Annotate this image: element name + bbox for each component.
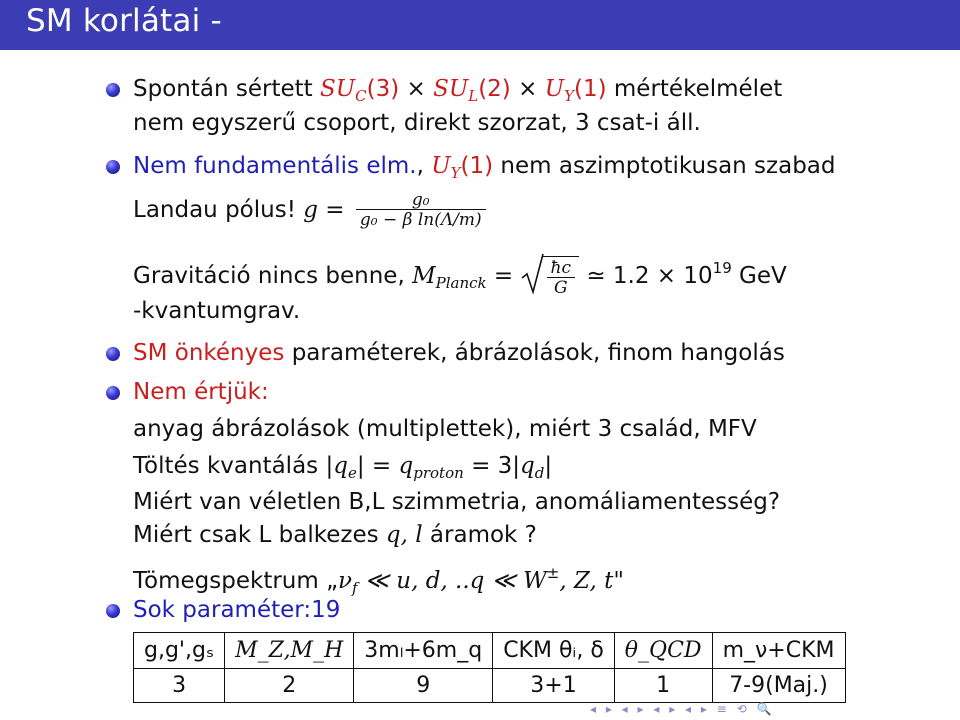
bullet4-line2 bbox=[133, 451, 552, 488]
table-cell: M_Z,M_H bbox=[225, 633, 354, 669]
sqrt-den: G bbox=[553, 277, 568, 298]
text: | bbox=[544, 453, 553, 479]
text: Gravitáció nincs benne, bbox=[133, 263, 413, 289]
u-y-sub: Y bbox=[564, 87, 574, 105]
nu-sub: f bbox=[352, 579, 358, 597]
u: U bbox=[431, 153, 451, 179]
bullet2-line1 bbox=[133, 151, 836, 188]
frac-num: g₀ bbox=[356, 191, 486, 210]
superscript: ± bbox=[546, 564, 560, 582]
bullet-icon bbox=[106, 347, 120, 361]
u-sub: Y bbox=[450, 164, 461, 182]
text: Töltés kvantálás | bbox=[133, 453, 334, 479]
beamer-navigation[interactable]: ◂ ▸ ◂ ▸ ◂ ▸ ◂ ▸ ≡ ⟲ 🔍 bbox=[590, 702, 775, 716]
italic-text: q, l bbox=[385, 522, 423, 548]
text: mértékelmélet bbox=[606, 76, 783, 102]
table-row bbox=[134, 669, 846, 703]
table-cell: 3 bbox=[134, 669, 225, 703]
bullet-icon bbox=[106, 160, 120, 174]
table-cell: 9 bbox=[354, 669, 493, 703]
text: Miért csak L balkezes bbox=[133, 522, 386, 548]
m-planck: M bbox=[412, 263, 436, 289]
bullet2-line3 bbox=[133, 250, 787, 301]
q: q bbox=[398, 453, 414, 479]
bullet2-line4: -kvantumgrav. bbox=[133, 298, 301, 324]
text: Spontán sértett bbox=[133, 76, 320, 102]
text: = 3| bbox=[463, 453, 521, 479]
frac-den: g₀ − β ln(Λ/m) bbox=[359, 210, 482, 230]
text: | = bbox=[356, 453, 399, 479]
nu: ν bbox=[338, 568, 352, 594]
bullet1-line2: nem egyszerű csoport, direkt szorzat, 3 csat-i áll. bbox=[133, 110, 701, 136]
title-bar bbox=[0, 0, 960, 50]
sqrt-icon bbox=[521, 252, 545, 296]
text: ≃ 1.2 × 10 bbox=[579, 263, 713, 289]
su-l-arg: (2) bbox=[478, 76, 511, 102]
q-sub: proton bbox=[413, 464, 464, 482]
planck-sub: Planck bbox=[435, 274, 487, 292]
q-sub: d bbox=[534, 464, 545, 482]
g-equals: g = bbox=[303, 197, 345, 223]
bullet-icon bbox=[106, 386, 120, 400]
exponent: 19 bbox=[712, 259, 732, 277]
parameter-table bbox=[133, 632, 846, 703]
sqrt-num: ħc bbox=[547, 259, 575, 278]
text: paraméterek, ábrázolások, finom hangolás bbox=[284, 340, 785, 366]
bullet1-line1 bbox=[133, 74, 782, 111]
blue-text: Nem fundamentális elm. bbox=[133, 153, 417, 179]
text: Tömegspektrum „ bbox=[133, 568, 339, 594]
table-row bbox=[134, 633, 846, 669]
bullet2-line2 bbox=[133, 190, 490, 230]
table-cell: 3+1 bbox=[493, 669, 615, 703]
q-sub: e bbox=[347, 464, 357, 482]
times: × bbox=[510, 76, 545, 102]
table-cell: 7-9(Maj.) bbox=[712, 669, 845, 703]
table-cell: 2 bbox=[225, 669, 354, 703]
text: = bbox=[486, 263, 521, 289]
text: áramok ? bbox=[422, 522, 537, 548]
su-c-sub: C bbox=[355, 87, 367, 105]
table-cell: 1 bbox=[614, 669, 712, 703]
bullet4-line1: anyag ábrázolások (multiplettek), miért 3 család, MFV bbox=[133, 416, 757, 442]
u-y-arg: (1) bbox=[574, 76, 607, 102]
su-l-sub: L bbox=[468, 87, 479, 105]
table-cell: θ_QCD bbox=[614, 633, 712, 669]
blue-text: Sok paraméter:19 bbox=[133, 597, 341, 623]
text: nem aszimptotikusan szabad bbox=[493, 153, 836, 179]
table-cell: 3mₗ+6m_q bbox=[354, 633, 493, 669]
u-arg: (1) bbox=[460, 153, 494, 179]
bullet4-line4 bbox=[133, 520, 537, 550]
bullet-icon bbox=[106, 83, 120, 97]
bullet3 bbox=[133, 338, 785, 368]
su-c: SU bbox=[319, 76, 356, 102]
coupling-fraction bbox=[356, 191, 486, 230]
table-cell: m_ν+CKM bbox=[712, 633, 845, 669]
table-cell: CKM θᵢ, δ bbox=[493, 633, 615, 669]
italic-text: ≪ u, d, ..q ≪ W bbox=[357, 568, 547, 594]
red-text: Nem értjük: bbox=[133, 379, 269, 405]
text: Landau pólus! bbox=[133, 197, 304, 223]
italic-text: , Z, t" bbox=[559, 568, 624, 594]
u-y: U bbox=[544, 76, 565, 102]
sqrt bbox=[521, 256, 579, 298]
bullet-icon bbox=[106, 604, 120, 618]
slide-title: SM korlátai - bbox=[26, 3, 222, 39]
su-c-arg: (3) bbox=[366, 76, 400, 102]
text: GeV bbox=[731, 263, 787, 289]
su-l: SU bbox=[433, 76, 469, 102]
q: q bbox=[520, 453, 535, 479]
red-text: SM önkényes bbox=[133, 340, 285, 366]
times: × bbox=[399, 76, 434, 102]
text: , bbox=[416, 153, 432, 179]
bullet4-line3: Miért van véletlen B,L szimmetria, anomáliamentesség? bbox=[133, 489, 781, 515]
table-cell: g,g',gₛ bbox=[134, 633, 225, 669]
bullet4-head bbox=[133, 377, 269, 407]
q: q bbox=[333, 453, 348, 479]
bullet5 bbox=[133, 595, 340, 625]
